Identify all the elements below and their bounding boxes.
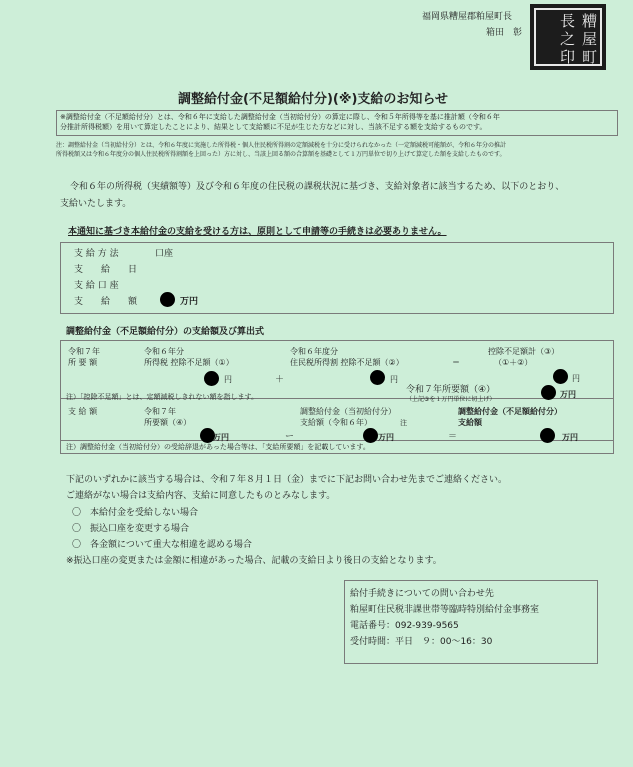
- pay-label: 支 給 額: [68, 407, 98, 416]
- no-application-notice: 本通知に基づき本給付金の支給を受ける方は、原則として申請等の手続きは必要ありません。: [68, 227, 447, 237]
- mayor-name: 箱田 彰: [486, 28, 523, 38]
- r7-label: 所 要 額: [68, 358, 98, 367]
- method-value: 口座: [155, 249, 174, 259]
- shortage-label: 調整給付金（不足額給付分）: [458, 407, 562, 416]
- yen-unit-3: 円: [572, 374, 580, 383]
- total-label: 控除不足額計（③）: [488, 347, 560, 356]
- yen-unit-1: 円: [224, 375, 232, 384]
- inquiry-office: 粕屋町住民税非課世帯等臨時特別給付金事務室: [350, 605, 540, 615]
- option-bullet: 〇: [72, 524, 82, 534]
- initial-note: 注: [400, 419, 407, 427]
- seal-char: 町: [582, 48, 598, 66]
- inquiry-phone: 電話番号：092-939-9565: [350, 621, 459, 631]
- deduction-note: 注）「控除不足額」とは、定額減税しきれない額を指します。: [66, 393, 258, 401]
- redacted-required: [541, 385, 556, 400]
- resident-tax-year: 令和６年度分: [290, 347, 338, 356]
- option-bullet: 〇: [72, 508, 82, 518]
- redacted-initial: [363, 428, 378, 443]
- redacted-amount: [160, 292, 175, 307]
- pay-r7-year: 令和７年: [144, 407, 176, 416]
- minus-sign: ー: [285, 432, 295, 442]
- calc-heading: 調整給付金（不足額給付分）の支給額及び算出式: [66, 327, 265, 337]
- option-change-account: 振込口座を変更する場合: [90, 524, 190, 534]
- equals-sign-2: ＝: [448, 432, 458, 442]
- total-formula: （①＋②）: [494, 358, 533, 367]
- method-label: 支 給 方 法: [74, 249, 119, 259]
- shortage-sub: 支給額: [458, 418, 482, 427]
- option-discrepancy: 各金額について重大な相違を認める場合: [90, 540, 252, 550]
- initial-year: 支給額（令和６年）: [300, 418, 372, 427]
- r7-year: 令和７年: [68, 347, 100, 356]
- redacted-total: [553, 369, 568, 384]
- seal-char: 長: [560, 12, 576, 30]
- inquiry-hours: 受付時間：平日 ９：00～16：30: [350, 637, 493, 647]
- account-label: 支 給 口 座: [74, 281, 119, 291]
- required-label: 令和７年所要額（④）: [406, 385, 496, 395]
- option-bullet: 〇: [72, 540, 82, 550]
- plus-sign: ＋: [275, 375, 285, 385]
- calc-footnote: 注）調整給付金（当初給付分）の受給辞退があった場合等は、「支給所要額」を記載しています。: [66, 443, 370, 451]
- contact-line1: 下記のいずれかに該当する場合は、令和７年８月１日（金）までに下記お問い合わせ先までご連絡ください。: [66, 475, 508, 485]
- note1-line1: ※調整給付金（不足額給付分）とは、令和６年に支給した調整給付金（当初給付分）の算定に際し、令和５年所得等を基に推計額（令和６年: [60, 113, 500, 121]
- redacted-shortage: [540, 428, 555, 443]
- contact-line2: ご連絡がない場合は支給内容、支給に同意したものとみなします。: [66, 491, 336, 501]
- required-note: （上記③を１万円単位に切上げ）: [406, 396, 496, 403]
- intro-line2: 支給いたします。: [60, 199, 132, 209]
- yen-unit-2: 円: [390, 375, 398, 384]
- redacted-income-tax: [204, 371, 219, 386]
- man-yen-unit-2: 万円: [213, 433, 229, 442]
- page-title: 調整給付金(不足額給付分)(※)支給のお知らせ: [178, 92, 449, 107]
- man-yen-unit-1: 万円: [560, 390, 576, 399]
- date-label: 支 給 日: [74, 265, 138, 275]
- note2-line2: 所得税額又は令和６年度分の個人住民税所得割額を上回った）方に対し、当該上回る額の合算額を基礎として１万円単位で切り上げて算定した額を支給したものです。: [56, 151, 506, 158]
- amount-label: 支 給 額: [74, 297, 138, 307]
- seal-char: 之: [560, 30, 576, 48]
- pay-r7-label: 所要額（④）: [144, 418, 192, 427]
- resident-tax-label: 住民税所得割 控除不足額（②）: [290, 358, 404, 367]
- seal-char: 印: [560, 48, 576, 66]
- amount-unit: 万円: [180, 297, 199, 307]
- transfer-note: ※振込口座の変更または金額に相違があった場合、記載の支給日より後日の支給となります。: [66, 556, 442, 566]
- seal-char: 糟: [582, 12, 598, 30]
- income-tax-year: 令和６年分: [144, 347, 184, 356]
- income-tax-label: 所得税 控除不足額（①）: [144, 358, 234, 367]
- initial-label: 調整給付金（当初給付分）: [300, 407, 396, 416]
- equals-sign-1: ＝: [452, 358, 460, 367]
- calc-divider-2: [60, 440, 614, 441]
- redacted-resident-tax: [370, 370, 385, 385]
- seal-char: 屋: [582, 30, 598, 48]
- mayor-title: 福岡県糟屋郡粕屋町長: [422, 12, 513, 22]
- option-no-receive: 本給付金を受給しない場合: [90, 508, 199, 518]
- note1-line2: 分推計所得税額）を用いて算定したことにより、結果として支給額に不足が生じた方などに対し、当該不足する額を支給するものです。: [60, 123, 487, 131]
- note2-line1: 注：調整給付金（当初給付分）とは、令和６年度に実施した所得税・個人住民税所得割の定額減税を十分に受けられなかった（一定額減税可能額が、令和６年分の推計: [56, 142, 507, 149]
- official-seal: [530, 4, 606, 70]
- payment-info-box: [60, 242, 614, 314]
- man-yen-unit-4: 万円: [562, 433, 578, 442]
- man-yen-unit-3: 万円: [378, 433, 394, 442]
- intro-line1: 令和６年の所得税（実績額等）及び令和６年度の住民税の課税状況に基づき、支給対象者に該当するため、以下のとおり、: [70, 182, 565, 192]
- inquiry-title: 給付手続きについての問い合わせ先: [350, 589, 494, 599]
